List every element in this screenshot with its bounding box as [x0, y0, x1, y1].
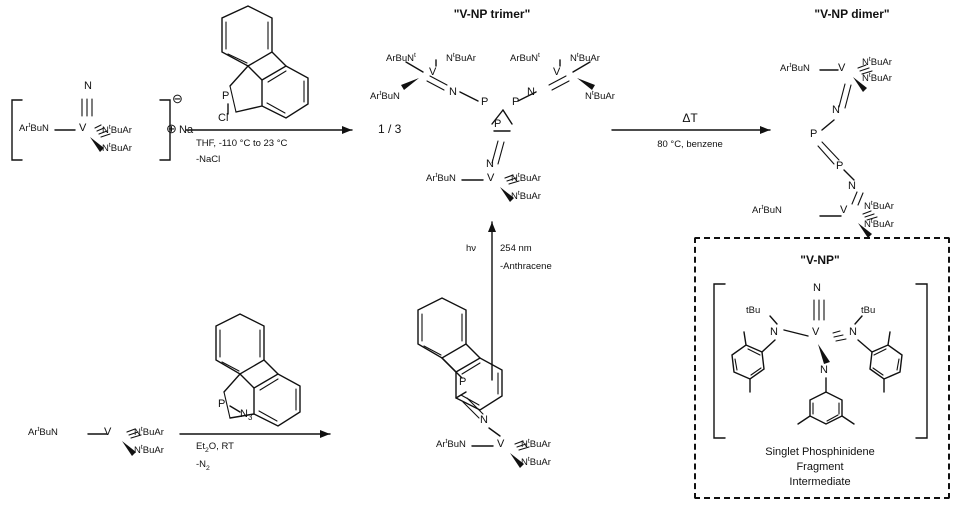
conditions-right-line2: 80 °C, benzene [657, 139, 723, 150]
ligand-label-trimer-ur-arbun: ArBuN$^t$ [510, 52, 540, 65]
atom-label-n-bottom-adduct: N [480, 414, 488, 426]
atom-label-v-bottom-adduct: V [497, 438, 505, 450]
ligand-label-trisamide-ntbuar-upper: $N^tBuAr$ [134, 426, 164, 439]
atom-label-v-dimer-bottom: V [840, 204, 848, 216]
atom-label-p-bottom-reagent: P [218, 398, 226, 410]
ligand-label-trimer-ul-ntbuar: $N^tBuAr$ [446, 52, 476, 65]
ligand-label-left-ntbuar-lower: $N^tBuAr$ [102, 142, 132, 155]
atom-label-cl-top-reagent: Cl [218, 112, 229, 124]
ligand-label-trimer-ur-ntbuar2: $N^tBuAr$ [585, 90, 615, 103]
charge-label-sodium-plus: ⊕ [166, 121, 177, 136]
substituent-label-tbu-left: tBu [746, 305, 761, 316]
substituent-label-tbu-right: tBu [861, 305, 876, 316]
ligand-label-dimer-top-ntbuar-upper: $N^tBuAr$ [862, 56, 892, 69]
counterion-label-na: Na [179, 124, 194, 136]
atom-label-v-trimer-bottom: V [487, 172, 495, 184]
conditions-right-line1: ΔT [682, 111, 698, 125]
atom-label-p-dimer-lower: P [836, 160, 844, 172]
atom-label-azide: $N_3$ [240, 408, 253, 423]
atom-label-n-vnp-left: N [770, 326, 778, 338]
ligand-label-left-ntbuar-upper: $N^tBuAr$ [102, 124, 132, 137]
stoichiometry-label: 1 / 3 [378, 122, 402, 136]
conditions-bottom-line2: $-N_2$ [196, 459, 210, 472]
atom-label-v-trisamide: V [104, 426, 112, 438]
atom-label-p-trimer-lower: P [494, 118, 502, 130]
atom-label-p-top-reagent: P [222, 90, 230, 102]
atom-label-vanadium-left: V [79, 122, 87, 134]
atom-label-n-vnp-nitride: N [813, 282, 821, 294]
atom-label-p-dimer-upper: P [810, 128, 818, 140]
atom-label-n-trimer-left: N [449, 86, 457, 98]
ligand-label-trimer-ul-artbun: Ar$^t$BuN [370, 90, 400, 103]
charge-label-anion: ⊖ [172, 91, 183, 106]
caption-line-3: Intermediate [789, 476, 851, 488]
title-vnp-fragment: "V-NP" [800, 253, 840, 267]
ligand-label-dimer-bottom-ntbuar-upper: $N^tBuAr$ [864, 200, 894, 213]
atom-label-p-trimer-right: P [512, 96, 520, 108]
ligand-label-trimer-bottom-artbun: Ar$^t$BuN [426, 172, 456, 185]
ligand-label-adduct-ntbuar-upper: $N^tBuAr$ [521, 438, 551, 451]
ligand-label-trimer-ur-ntbuar: $N^tBuAr$ [570, 52, 600, 65]
atom-label-p-trimer-upper: P [481, 96, 489, 108]
caption-line-2: Fragment [796, 461, 844, 473]
atom-label-n-dimer-top: N [832, 104, 840, 116]
label-wavelength: 254 nm [500, 243, 532, 254]
atom-label-v-vnp: V [812, 326, 820, 338]
conditions-bottom-line1: $Et_2O$, RT [196, 441, 234, 454]
atom-label-v-trimer-upper-left: V [429, 66, 437, 78]
atom-label-nitride-left: N [84, 80, 92, 92]
ligand-label-dimer-bottom-artbun: Ar$^t$BuN [752, 204, 782, 217]
ligand-label-trimer-bottom-ntbuar-upper: $N^tBuAr$ [511, 172, 541, 185]
ligand-label-trisamide-artbun: Ar$^t$BuN [28, 426, 58, 439]
atom-label-n-trimer-right: N [527, 86, 535, 98]
atom-label-p-bottom-adduct: P [459, 376, 467, 388]
ligand-label-trisamide-ntbuar-lower: $N^tBuAr$ [134, 444, 164, 457]
conditions-top-line2: -NaCl [196, 154, 221, 165]
conditions-top-line1: THF, -110 °C to 23 °C [196, 138, 288, 149]
title-vnp-trimer: "V-NP trimer" [453, 7, 531, 21]
atom-label-n-trimer-bottom: N [486, 158, 494, 170]
ligand-label-dimer-top-artbun: Ar$^t$BuN [780, 62, 810, 75]
ligand-label-trimer-ul-arbun: ArBuN$^t$ [386, 52, 416, 65]
atom-label-v-dimer-top: V [838, 62, 846, 74]
label-anthracene-byproduct: -Anthracene [500, 261, 552, 272]
ligand-label-dimer-top-ntbuar-lower: $N^tBuAr$ [862, 72, 892, 85]
atom-label-n-dimer-bottom: N [848, 180, 856, 192]
atom-label-n-vnp-bottom: N [820, 364, 828, 376]
caption-line-1: Singlet Phosphinidene [765, 446, 875, 458]
atom-label-n-vnp-right: N [849, 326, 857, 338]
ligand-label-left-artbun: Ar$^t$BuN [19, 122, 49, 135]
atom-label-v-trimer-upper-right: V [553, 66, 561, 78]
ligand-label-adduct-artbun: Ar$^t$BuN [436, 438, 466, 451]
ligand-label-trimer-bottom-ntbuar-lower: $N^tBuAr$ [511, 190, 541, 203]
label-hv: hν [466, 243, 477, 254]
ligand-label-adduct-ntbuar-lower: $N^tBuAr$ [521, 456, 551, 469]
ligand-label-dimer-bottom-ntbuar-lower: $N^tBuAr$ [864, 218, 894, 231]
title-vnp-dimer: "V-NP dimer" [814, 7, 890, 21]
